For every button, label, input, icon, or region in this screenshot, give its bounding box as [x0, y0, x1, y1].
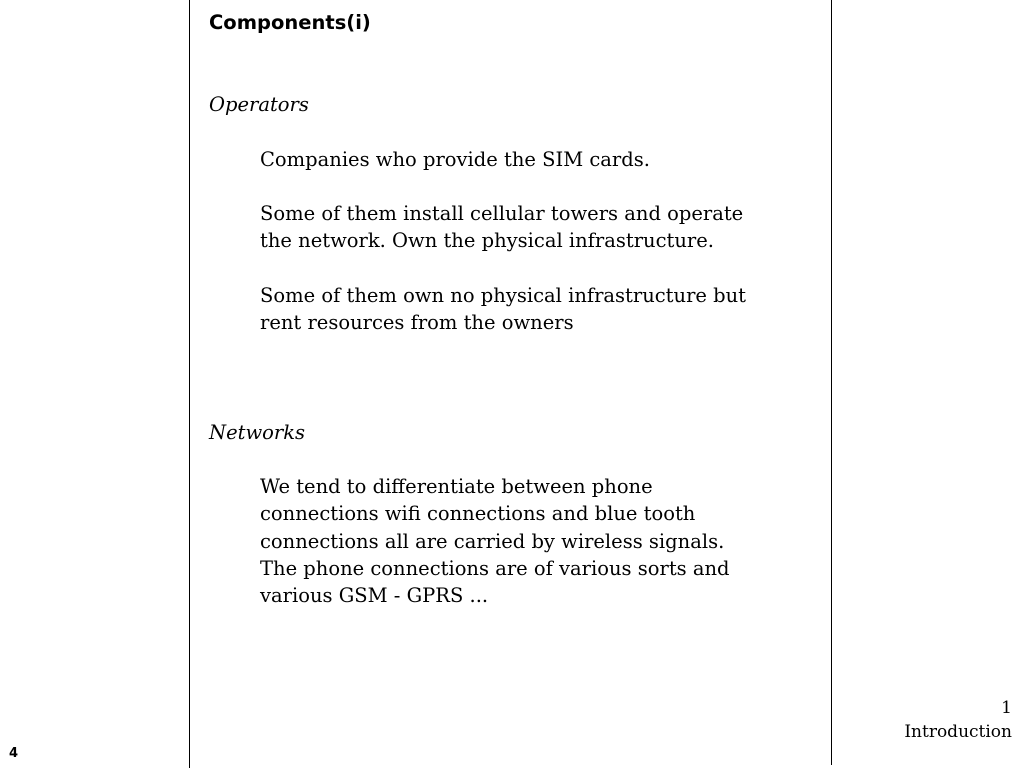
left-margin-rule — [189, 0, 190, 768]
operators-paragraph-3 — [260, 282, 746, 337]
slide-number: 4 — [9, 746, 19, 761]
right-margin-rule — [831, 0, 832, 765]
networks-paragraph-1 — [260, 473, 730, 609]
text-line: connections wifi connections and blue tooth — [260, 502, 696, 526]
section-heading-operators: Operators — [209, 93, 309, 116]
footer-chapter-label: Introduction — [904, 722, 1012, 742]
text-line: Some of them install cellular towers and operate — [260, 202, 744, 225]
footer-page-number: 1 — [1001, 698, 1012, 718]
text-line: the network. Own the physical infrastructure. — [260, 229, 714, 253]
operators-paragraph-2 — [260, 200, 743, 255]
text-line: The phone connections are of various sorts and — [260, 556, 730, 580]
section-heading-networks: Networks — [209, 421, 306, 444]
text-line: rent resources from the owners — [260, 311, 574, 335]
text-line: various GSM - GPRS ... — [260, 584, 489, 608]
slide-title: Components(i) — [209, 11, 371, 34]
text-line: connections all are carried by wireless signals. — [260, 529, 725, 553]
text-line: Some of them own no physical infrastructure but — [260, 284, 747, 307]
operators-paragraph-1 — [260, 146, 650, 173]
text-line: We tend to differentiate between phone — [260, 475, 653, 498]
text-line: Companies who provide the SIM cards. — [260, 148, 650, 171]
